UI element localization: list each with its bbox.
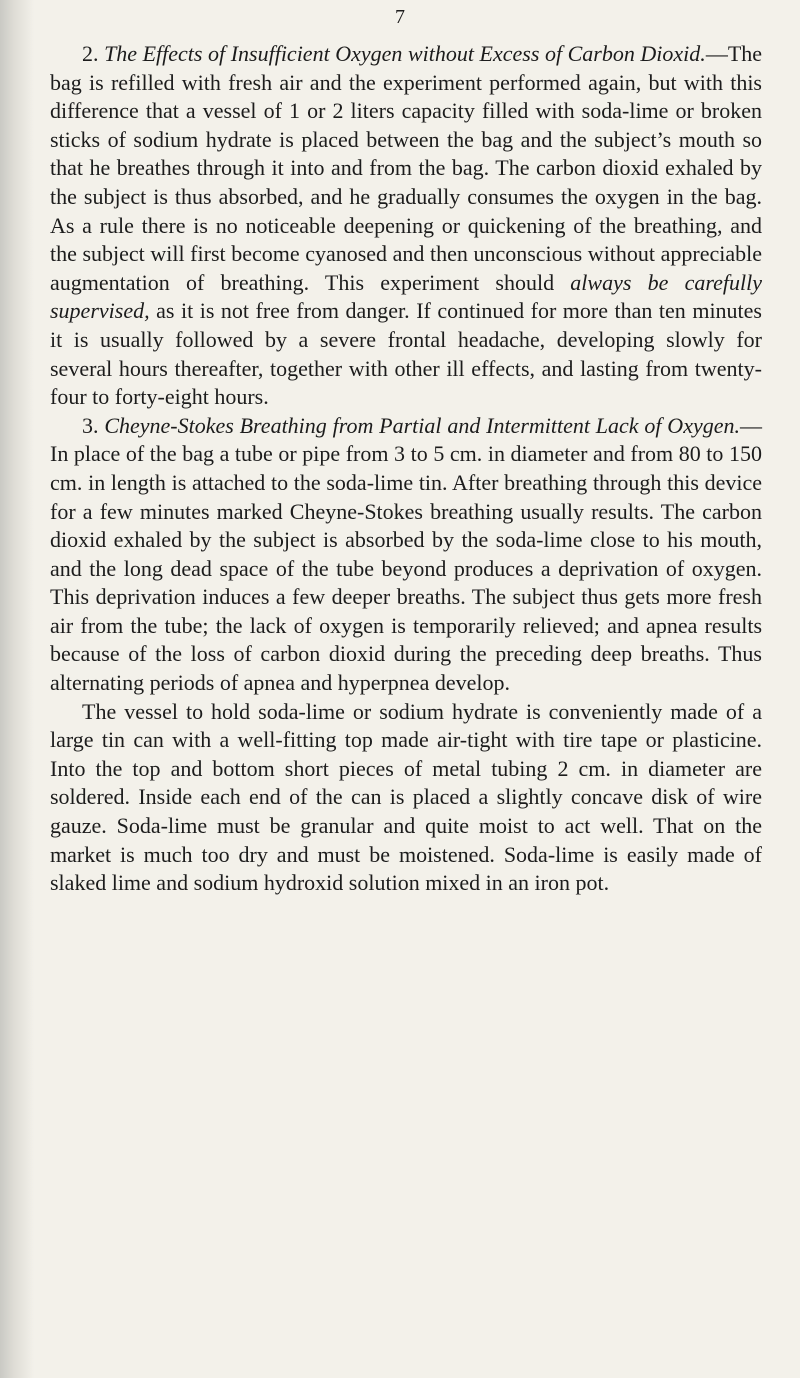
- closing-paragraph: The vessel to hold soda-lime or sodium hydrate is conveniently made of a large tin can with a well-fitting top made air-tight with tire tape or plasticine. Into the top and bottom short pieces of metal tubing 2 cm. in diameter are soldered. Inside each end of the can is placed a slightly concave disk of wire gauze. Soda-lime must be granular and quite moist to act well. That on the market is much too dry and must be moistened. Soda-lime is easily made of slaked lime and sodium hydroxid solution mixed in an iron pot.: [50, 698, 762, 896]
- section-3-number: 3.: [82, 412, 99, 438]
- section-3-heading: Cheyne-Stokes Breathing from Partial and Intermittent Lack of Oxygen.: [104, 412, 740, 438]
- page-edge-shadow: [0, 0, 34, 1378]
- page-body: [50, 40, 762, 898]
- section-2-paragraph: [50, 40, 762, 412]
- section-3-body: —In place of the bag a tube or pipe from 3 to 5 cm. in diameter and from 80 to 150 cm. in length is attached to the soda-lime tin. After breathing through this device for a few minutes marked Cheyne-Stokes breathing usually results. The carbon dioxid exhaled by the subject is absorbed by the soda-lime close to his mouth, and the long dead space of the tube beyond produces a deprivation of oxygen. This deprivation induces a few deeper breaths. The subject thus gets more fresh air from the tube; the lack of oxygen is temporarily relieved; and apnea results because of the loss of carbon dioxid during the preceding deep breaths. Thus alternating periods of apnea and hyperpnea develop.: [50, 412, 762, 696]
- section-3-paragraph: [50, 412, 762, 698]
- page-number: 7: [395, 6, 405, 28]
- section-2-number: 2.: [82, 41, 99, 66]
- section-2-heading: The Effects of Insufficient Oxygen without Excess of Carbon Dioxid.: [104, 41, 706, 66]
- section-2-body-start: —The bag is refilled with fresh air and the experiment performed again, but with this difference that a vessel of 1 or 2 liters capacity filled with soda-lime or broken sticks of sodium hydrate is placed between the bag and the subject’s mouth so that he breathes through it into and from the bag. The carbon dioxid exhaled by the subject is thus absorbed, and he gradually consumes the oxygen in the bag. As a rule there is no noticeable deepening or quickening of the breathing, and the subject will first become cyanosed and then unconscious without appreciable augmentation of breathing. This experiment should: [50, 41, 763, 295]
- section-2-emphasis: always be carefully supervised,: [50, 269, 762, 324]
- section-2-body-end: as it is not free from danger. If continued for more than ten minutes it is usually followed by a severe frontal headache, developing slowly for several hours thereafter, together with other ill effects, and lasting from twenty-four to forty-eight hours.: [50, 298, 762, 410]
